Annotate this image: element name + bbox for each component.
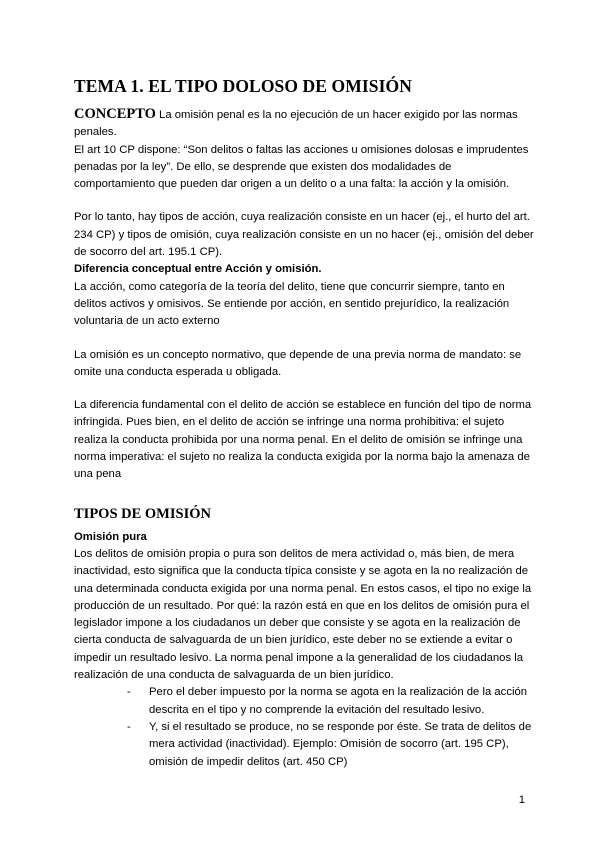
omision-pura-list [127,684,534,770]
art10-paragraph: El art 10 CP dispone: “Son delitos o faltas las acciones u omisiones dolosas e imprudentes penadas por la ley”. De ello, se desprende que existen dos modalidades de comportamiento que pueden dar origen a un delito o a una falta: la acción y la omisión. [74,143,529,191]
omision-pura-heading: Omisión pura [74,530,147,543]
diferencia-paragraph-1: La acción, como categoría de la teoría del delito, tiene que concurrir siempre, tanto en delitos activos y omisivos. Se entiende por acción, en sentido prejurídico, la realización voluntaria de un acto externo [74,280,510,328]
dash-bullet: - [127,686,131,699]
diferencia-paragraph-2: La omisión es un concepto normativo, que depende de una previa norma de mandato: se omite una conducta esperada u obligada. [74,348,522,378]
document-title: TEMA 1. EL TIPO DOLOSO DE OMISIÓN [74,76,412,96]
diferencia-paragraph-3: La diferencia fundamental con el delito de acción se establece en función del tipo de norma infringida. Pues bien, en el delito de acción se infringe una norma prohibitiva: el sujeto realiza la conducta prohibida por una norma penal. En el delito de omisión se infringe una norma imperativa: el sujeto no realiza la conducta exigida por la norma bajo la amenaza de una pena [74,399,532,481]
tipos-paragraph: Por lo tanto, hay tipos de acción, cuya realización consiste en un hacer (ej., el hurto del art. 234 CP) y tipos de omisión, cuya realización consiste en un no hacer (ej., omisión del deber de socorro del art. 195.1 CP). [74,211,534,259]
tipos-omision-heading: TIPOS DE OMISIÓN [74,505,211,522]
list-item [127,719,534,771]
list-item-text: Pero el deber impuesto por la norma se agota en la realización de la acción descrita en el tipo y no comprende la evitación del resultado lesivo. [149,686,528,716]
document-page [74,76,534,771]
dash-bullet: - [127,720,131,733]
concept-text: La omisión penal es la no ejecución de un hacer exigido por las normas penales. [74,109,518,139]
diferencia-heading: Diferencia conceptual entre Acción y omisión. [74,263,322,276]
list-item [127,684,534,719]
concept-heading: CONCEPTO [74,106,156,122]
list-item-text: Y, si el resultado se produce, no se responde por éste. Se trata de delitos de mera actividad (inactividad). Ejemplo: Omisión de socorro (art. 195 CP), omisión de impedir delitos (art. 450 CP) [149,720,532,768]
concept-paragraph [74,106,534,142]
page-number: 1 [518,794,525,806]
omision-pura-paragraph: Los delitos de omisión propia o pura son delitos de mera actividad o, más bien, de mera inactividad, esto significa que la conducta típica consiste y se agota en la no realización de una determinada conducta exigida por una norma penal. En estos casos, el tipo no exige la producción de un resultado. Por qué: la razón está en que en los delitos de omisión pura el legislador impone a los ciudadanos un deber que consiste y se agota en la realización de cierta conducta de salvaguarda de un bien jurídico, este deber no se extiende a evitar o impedir un resultado lesivo. La norma penal impone a la generalidad de los ciudadanos la realización de una conducta de salvaguarda de un bien jurídico. [74,547,532,682]
